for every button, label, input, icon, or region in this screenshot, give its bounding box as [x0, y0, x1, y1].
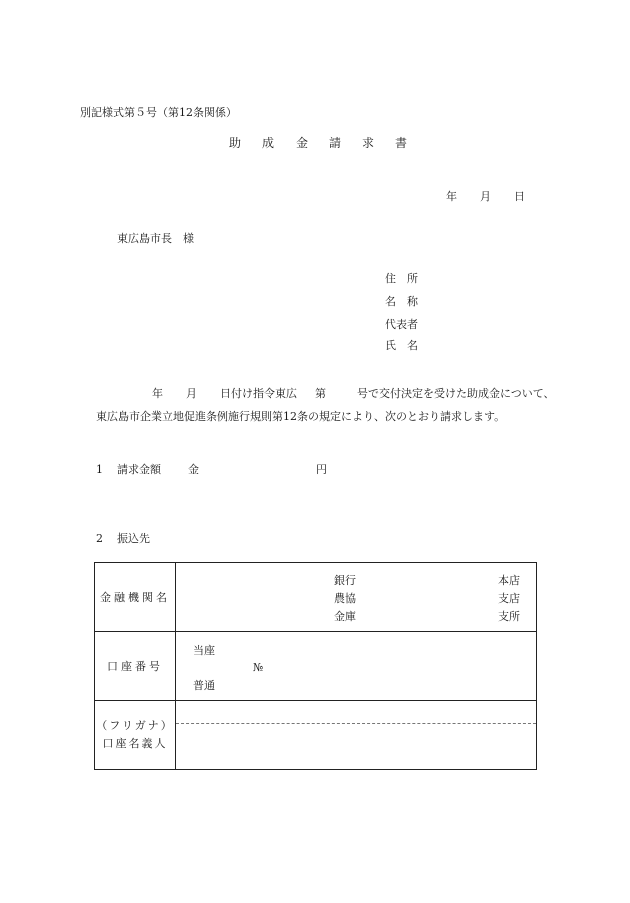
- applicant-person-label: 氏 名: [385, 339, 418, 352]
- body-year: 年: [152, 387, 163, 400]
- branch-type: 本店: [498, 574, 520, 587]
- section1-prefix: 金: [188, 463, 199, 476]
- section2-number: 2: [96, 532, 103, 545]
- date-day: 日: [514, 190, 525, 203]
- bank-name-cell[interactable]: [176, 563, 537, 632]
- recipient: 東広島市長 様: [117, 232, 194, 245]
- section1-number: 1: [96, 463, 103, 476]
- account-no-label: №: [253, 661, 264, 674]
- title-char: 求: [362, 136, 375, 150]
- body-month: 月: [186, 387, 197, 400]
- applicant-address-label: 住 所: [385, 272, 418, 285]
- holder-row: [95, 701, 537, 770]
- body-line2: 東広島市企業立地促進条例施行規則第12条の規定により、次のとおり請求します。: [96, 410, 506, 423]
- bank-type: 農協: [334, 592, 356, 605]
- account-label: 口座番号: [95, 632, 176, 701]
- date-year: 年: [446, 190, 457, 203]
- title-char: 書: [395, 136, 408, 150]
- title-char: 成: [262, 136, 275, 150]
- bank-row: [95, 563, 537, 632]
- account-row: [95, 632, 537, 701]
- title-char: 金: [296, 136, 309, 150]
- holder-kana-label: （フリガナ）: [96, 719, 174, 733]
- bank-table: [94, 562, 537, 770]
- bank-type: 金庫: [334, 610, 356, 623]
- date-month: 月: [480, 190, 491, 203]
- bank-type: 銀行: [334, 574, 356, 587]
- applicant-name-label: 名 称: [385, 295, 418, 308]
- title-char: 助: [229, 136, 242, 150]
- body-text3: 号で交付決定を受けた助成金について、: [357, 387, 555, 400]
- applicant-representative-label: 代表者: [385, 318, 418, 331]
- section2-label: 振込先: [117, 532, 150, 545]
- kana-divider: [176, 723, 536, 724]
- bank-label: 金融機関名: [95, 563, 176, 632]
- section1-unit: 円: [316, 463, 327, 476]
- holder-label-cell: [95, 701, 176, 770]
- account-number-cell[interactable]: [176, 632, 537, 701]
- account-type: 当座: [193, 644, 215, 657]
- holder-name-cell[interactable]: [176, 701, 537, 770]
- account-type: 普通: [193, 679, 215, 692]
- form-number: 別記様式第５号（第12条関係）: [80, 106, 237, 119]
- branch-type: 支所: [498, 610, 520, 623]
- title-char: 請: [329, 136, 342, 150]
- section1-label: 請求金額: [117, 463, 161, 476]
- body-text1: 日付け指令東広: [220, 387, 297, 400]
- branch-type: 支店: [498, 592, 520, 605]
- holder-label: 口座名義人: [102, 737, 168, 750]
- body-text2: 第: [315, 387, 326, 400]
